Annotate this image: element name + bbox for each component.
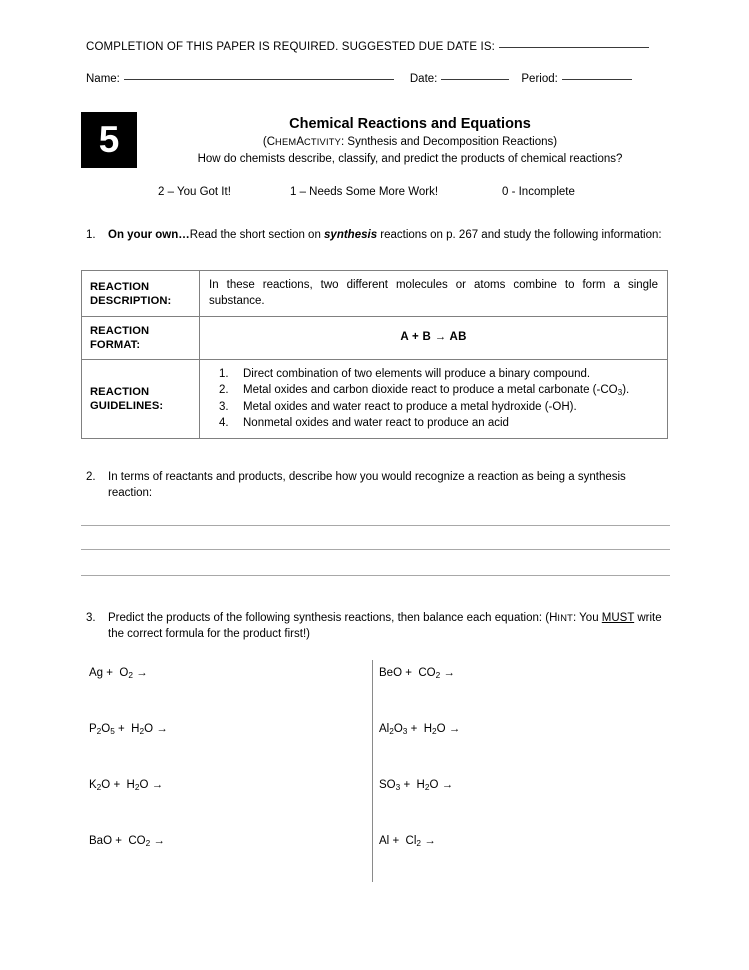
equation-left-4[interactable] [89, 834, 165, 851]
guideline-subscript: 3 [617, 387, 623, 397]
eq-arrow: → [448, 723, 461, 735]
eq-reactant-a: Al [379, 835, 390, 847]
scale-zero: 0 - Incomplete [502, 186, 575, 198]
completion-notice-text: COMPLETION OF THIS PAPER IS REQUIRED. SUGGESTED DUE DATE IS: [86, 41, 496, 53]
eq-plus: + [113, 779, 121, 791]
equation-right-2[interactable] [379, 722, 460, 739]
question-2-text: In terms of reactants and products, describe how you would recognize a reaction as being a synthesis reaction: [108, 471, 626, 499]
question-3-text-a: Predict the products of the following synthesis reactions, then balance each equation: ( [108, 612, 550, 624]
guideline-number: 4. [219, 416, 229, 429]
eq-sub: 2 [128, 671, 133, 681]
question-3-must: MUST [601, 612, 635, 624]
eq-reactant-b: H [423, 723, 433, 735]
subtitle-c: C [266, 136, 276, 148]
row-label-format-line1: REACTION [90, 325, 150, 337]
question-1 [86, 228, 666, 244]
question-2 [86, 470, 626, 501]
eq-sub: 2 [145, 839, 151, 849]
guideline-item [209, 367, 658, 383]
table-row-description [82, 271, 668, 317]
period-blank [562, 79, 632, 80]
eq-reactant-b-mid: O [436, 723, 446, 735]
answer-line[interactable] [81, 525, 670, 526]
name-label: Name: [86, 73, 120, 85]
eq-arrow: → [151, 779, 164, 791]
page-title: Chemical Reactions and Equations [289, 116, 531, 132]
hint-int: INT [557, 613, 573, 623]
guideline-text: Metal oxides and carbon dioxide react to produce a metal carbonate (-CO [243, 383, 618, 396]
period-label: Period: [521, 73, 558, 85]
eq-sub: 2 [139, 727, 145, 737]
eq-sub: 2 [416, 839, 422, 849]
title-block [150, 114, 670, 168]
table-row-guidelines [82, 360, 668, 439]
eq-reactant-a-mid: O [101, 723, 111, 735]
guideline-text: Metal oxides and water react to produce a metal hydroxide (-OH). [243, 401, 577, 414]
eq-reactant-b: H [126, 779, 135, 791]
eq-arrow: → [136, 667, 148, 679]
eq-reactant-a-mid: O [393, 723, 403, 735]
eq-reactant-a: P [89, 723, 97, 735]
question-3 [86, 611, 671, 642]
guideline-list [209, 367, 658, 431]
answer-line[interactable] [81, 575, 670, 576]
eq-reactant-b: CO [128, 835, 146, 847]
eq-sub: 2 [435, 671, 441, 681]
row-label-guidelines-line1: REACTION [90, 386, 150, 399]
table-row-format [82, 317, 668, 360]
eq-reactant-b: H [416, 779, 425, 791]
equation-left-1[interactable] [89, 666, 148, 683]
equation-left-2[interactable] [89, 722, 168, 739]
eq-sub: 2 [134, 783, 140, 793]
eq-reactant-a: Ag [89, 667, 104, 679]
eq-reactant-b-mid: O [139, 779, 149, 791]
question-3-number: 3. [86, 612, 96, 624]
question-1-bold-lead: On your own… [108, 229, 190, 241]
eq-sub: 2 [96, 727, 102, 737]
row-value-description: In these reactions, two different molecules or atoms combine to form a single substance. [200, 271, 668, 317]
eq-arrow: → [153, 835, 165, 847]
eq-plus: + [118, 723, 125, 735]
question-1-number: 1. [86, 229, 96, 241]
eq-reactant-a: SO [379, 779, 396, 791]
question-3-text [108, 611, 671, 642]
eq-sub: 2 [424, 783, 430, 793]
eq-sub: 3 [402, 727, 408, 737]
subtitle-a: A [296, 136, 304, 148]
student-info-row [86, 73, 632, 85]
subtitle-ctivity: CTIVITY [303, 137, 342, 147]
equation-right-1[interactable] [379, 666, 455, 683]
guideline-item [209, 400, 658, 416]
eq-arrow: → [443, 667, 455, 679]
eq-plus: + [410, 723, 418, 735]
guideline-text-tail: ). [622, 383, 630, 396]
question-1-emphasis: synthesis [324, 229, 378, 241]
due-date-blank [499, 47, 649, 48]
row-label-description-line1: REACTION [90, 280, 150, 293]
name-blank [124, 79, 394, 80]
question-3-text-b: : You [573, 612, 602, 624]
eq-sub: 2 [96, 783, 102, 793]
guideline-number: 1. [219, 368, 229, 380]
eq-sub: 2 [432, 727, 437, 737]
guideline-item [209, 416, 658, 432]
row-value-guidelines [200, 360, 668, 439]
eq-reactant-a: K [89, 779, 97, 791]
eq-plus: + [115, 835, 122, 847]
row-label-guidelines [82, 360, 200, 439]
row-label-guidelines-line2: GUIDELINES: [90, 400, 164, 413]
completion-notice [86, 41, 649, 53]
activity-subtitle [150, 134, 670, 151]
eq-reactant-a: Al [379, 723, 390, 735]
eq-arrow: → [441, 779, 454, 791]
guideline-number: 3. [219, 401, 229, 414]
scale-one: 1 – Needs Some More Work! [290, 186, 439, 198]
row-label-format [82, 317, 200, 360]
question-2-number: 2. [86, 471, 96, 483]
question-1-text-a: Read the short section on [189, 229, 325, 241]
row-label-format-line2: FORMAT: [90, 339, 141, 351]
row-value-format: A + B → AB [200, 317, 668, 360]
eq-reactant-b: Cl [405, 835, 417, 847]
eq-plus: + [106, 667, 113, 679]
eq-sub: 3 [395, 783, 401, 793]
equation-column-divider [372, 660, 373, 882]
activity-number-badge: 5 [81, 112, 137, 168]
eq-arrow: → [156, 723, 168, 735]
date-label: Date: [409, 73, 438, 85]
eq-plus: + [403, 779, 411, 791]
subtitle-tail: : Synthesis and Decomposition Reactions) [341, 136, 558, 148]
eq-reactant-b-mid: O [429, 779, 439, 791]
eq-plus: + [405, 667, 412, 679]
row-label-description-line2: DESCRIPTION: [90, 294, 172, 307]
reaction-info-table [81, 270, 668, 439]
guideline-number: 2. [219, 383, 229, 396]
subtitle-paren: ( [262, 136, 267, 148]
equation-left-3[interactable] [89, 778, 163, 795]
hint-h: H [549, 612, 558, 624]
guideline-text: Direct combination of two elements will produce a binary compound. [243, 368, 591, 380]
eq-reactant-a: BaO [89, 835, 113, 847]
eq-reactant-a-mid: O [101, 779, 111, 791]
eq-reactant-b-mid: O [144, 723, 154, 735]
eq-sub: 5 [110, 727, 115, 737]
eq-reactant-b: CO [418, 667, 436, 679]
guideline-item [209, 383, 658, 401]
eq-reactant-b: H [131, 723, 140, 735]
activity-driving-question: How do chemists describe, classify, and predict the products of chemical reactions? [197, 153, 623, 165]
eq-arrow: → [424, 835, 436, 847]
guideline-text: Nonmetal oxides and water react to produce an acid [243, 416, 509, 429]
equation-right-4[interactable] [379, 834, 436, 851]
row-label-description [82, 271, 200, 317]
eq-sub: 2 [389, 727, 394, 737]
answer-line[interactable] [81, 549, 670, 550]
equation-right-3[interactable] [379, 778, 453, 795]
question-1-text [108, 228, 666, 244]
eq-reactant-a: BeO [379, 667, 403, 679]
subtitle-hem: HEM [275, 137, 297, 147]
question-3-text-c: write the correct formula for the product first!) [108, 612, 662, 640]
eq-plus: + [392, 835, 400, 847]
eq-reactant-b: O [119, 667, 129, 679]
scale-two: 2 – You Got It! [158, 186, 231, 198]
question-1-text-b: reactions on p. 267 and study the following information: [377, 229, 662, 241]
date-blank [441, 79, 509, 80]
